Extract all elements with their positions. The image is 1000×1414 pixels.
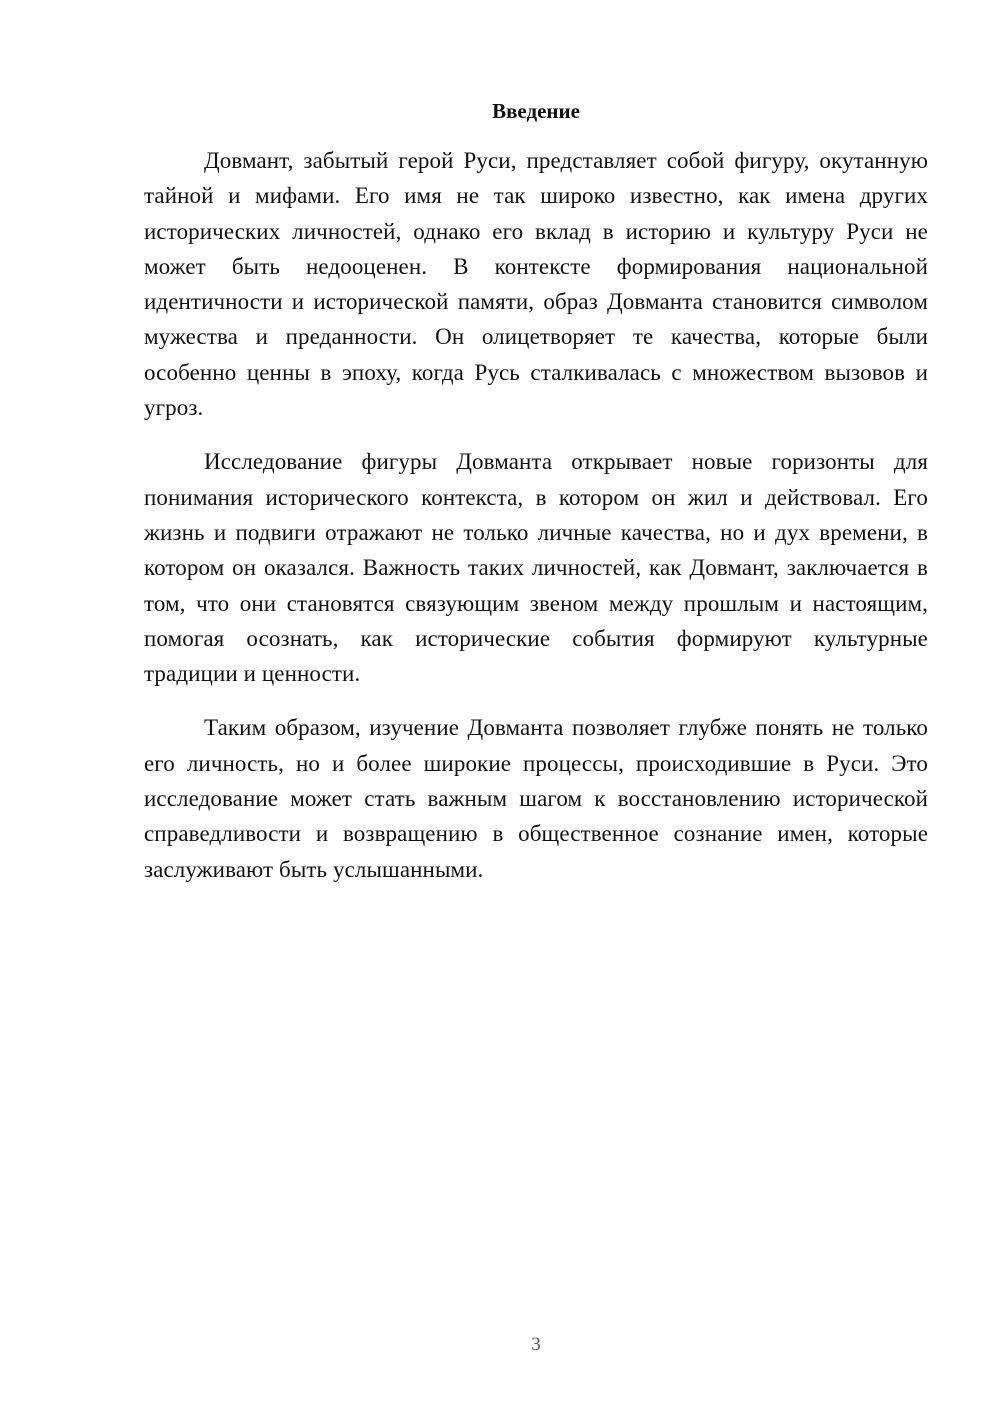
paragraph-3: Таким образом, изучение Довманта позволяет глубже понять не только его личность, но и более широкие процессы, происходившие в Руси. Это исследование может стать важным шагом к восстановлению исторической справедливости и возвращению в общественное сознание имен, которые заслуживают быть услышанными. <box>144 715 928 882</box>
paragraph-1: Довмант, забытый герой Руси, представляет собой фигуру, окутанную тайной и мифами. Его имя не так широко известно, как имена других исторических личностей, однако его вклад в историю и культуру Руси не может быть недооценен. В контексте формирования национальной идентичности и исторической памяти, образ Довманта становится символом мужества и преданности. Он олицетворяет те качества, которые были особенно ценны в эпоху, когда Русь сталкивалась с множеством вызовов и угроз. <box>144 148 928 421</box>
section-heading: Введение <box>492 99 580 123</box>
page-number: 3 <box>531 1334 541 1355</box>
body-text <box>144 143 928 906</box>
paragraph-2: Исследование фигуры Довманта открывает новые горизонты для понимания исторического контекста, в котором он жил и действовал. Его жизнь и подвиги отражают не только личные качества, но и дух времени, в котором он оказался. Важность таких личностей, как Довмант, заключается в том, что они становятся связующим звеном между прошлым и настоящим, помогая осознать, как исторические события формируют культурные традиции и ценности. <box>144 449 928 687</box>
